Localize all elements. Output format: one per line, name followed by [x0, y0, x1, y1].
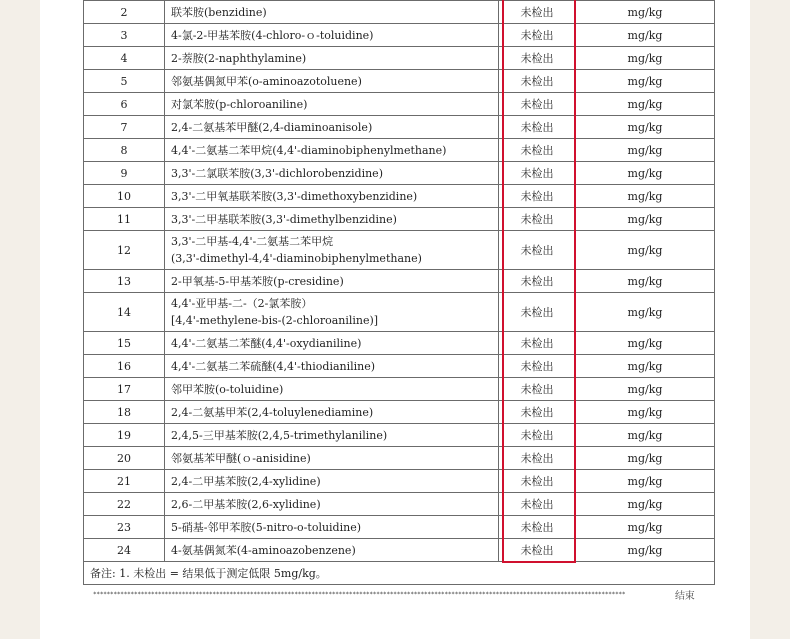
row-number: 11: [84, 208, 165, 231]
substance-name: 邻氨基偶氮甲苯(o-aminoazotoluene): [165, 70, 499, 93]
test-result: 未检出: [499, 516, 576, 539]
unit: mg/kg: [576, 447, 715, 470]
table-row: [84, 355, 715, 378]
table-row: [84, 539, 715, 562]
unit: mg/kg: [576, 401, 715, 424]
substance-name: 4-氯-2-甲基苯胺(4-chloro-ｏ-toluidine): [165, 24, 499, 47]
substance-name: 邻氨基苯甲醚(ｏ-anisidine): [165, 447, 499, 470]
end-label: 结束: [675, 591, 695, 602]
row-number: 21: [84, 470, 165, 493]
unit: mg/kg: [576, 270, 715, 293]
table-row: [84, 231, 715, 270]
unit: mg/kg: [576, 424, 715, 447]
unit: mg/kg: [576, 185, 715, 208]
substance-name: 邻甲苯胺(o-toluidine): [165, 378, 499, 401]
table-row: [84, 470, 715, 493]
substance-name: 2,4-二氨基苯甲醚(2,4-diaminoanisole): [165, 116, 499, 139]
test-result: 未检出: [499, 24, 576, 47]
table-row: [84, 332, 715, 355]
row-number: 19: [84, 424, 165, 447]
table-row: [84, 378, 715, 401]
test-result: 未检出: [499, 162, 576, 185]
table-row: [84, 270, 715, 293]
test-result: 未检出: [499, 93, 576, 116]
unit: mg/kg: [576, 1, 715, 24]
row-number: 9: [84, 162, 165, 185]
test-result: 未检出: [499, 493, 576, 516]
table-row: [84, 93, 715, 116]
test-result: 未检出: [499, 185, 576, 208]
test-result: 未检出: [499, 401, 576, 424]
table-row: [84, 47, 715, 70]
substance-name-line-2: (3,3'-dimethyl-4,4'-diaminobiphenylmethane): [171, 252, 422, 265]
row-number: 3: [84, 24, 165, 47]
test-result: 未检出: [499, 70, 576, 93]
test-result: 未检出: [499, 208, 576, 231]
substance-name: 4-氨基偶氮苯(4-aminoazobenzene): [165, 539, 499, 562]
test-result: 未检出: [499, 355, 576, 378]
substance-name: [165, 293, 499, 332]
table-body: [84, 1, 715, 562]
test-result: 未检出: [499, 47, 576, 70]
unit: mg/kg: [576, 47, 715, 70]
unit: mg/kg: [576, 231, 715, 270]
substance-name: 2-萘胺(2-naphthylamine): [165, 47, 499, 70]
unit: mg/kg: [576, 116, 715, 139]
table-row: [84, 70, 715, 93]
test-result: 未检出: [499, 139, 576, 162]
test-result: 未检出: [499, 539, 576, 562]
substance-name: 5-硝基-邻甲苯胺(5-nitro-o-toluidine): [165, 516, 499, 539]
unit: mg/kg: [576, 162, 715, 185]
substance-name: 联苯胺(benzidine): [165, 1, 499, 24]
test-result: 未检出: [499, 378, 576, 401]
substance-name: 3,3'-二甲氧基联苯胺(3,3'-dimethoxybenzidine): [165, 185, 499, 208]
row-number: 14: [84, 293, 165, 332]
table-row: [84, 401, 715, 424]
unit: mg/kg: [576, 139, 715, 162]
test-result: 未检出: [499, 1, 576, 24]
row-number: 4: [84, 47, 165, 70]
substance-name: 4,4'-二氨基二苯甲烷(4,4'-diaminobiphenylmethane): [165, 139, 499, 162]
test-result: 未检出: [499, 231, 576, 270]
unit: mg/kg: [576, 293, 715, 332]
table-row: [84, 208, 715, 231]
note-row: [84, 562, 715, 585]
unit: mg/kg: [576, 70, 715, 93]
test-result: 未检出: [499, 470, 576, 493]
substance-name: 3,3'-二氯联苯胺(3,3'-dichlorobenzidine): [165, 162, 499, 185]
table-row: [84, 493, 715, 516]
table-row: [84, 293, 715, 332]
row-number: 12: [84, 231, 165, 270]
table-row: [84, 162, 715, 185]
test-result: 未检出: [499, 332, 576, 355]
row-number: 24: [84, 539, 165, 562]
substance-name: 4,4'-二氨基二苯醚(4,4'-oxydianiline): [165, 332, 499, 355]
note-text: 备注: 1. 未检出 = 结果低于测定低限 5mg/kg。: [84, 562, 715, 585]
table-row: [84, 424, 715, 447]
table-row: [84, 516, 715, 539]
row-number: 16: [84, 355, 165, 378]
table-row: [84, 1, 715, 24]
row-number: 5: [84, 70, 165, 93]
row-number: 10: [84, 185, 165, 208]
unit: mg/kg: [576, 470, 715, 493]
row-number: 13: [84, 270, 165, 293]
test-result: 未检出: [499, 293, 576, 332]
test-results-table: [83, 0, 715, 585]
unit: mg/kg: [576, 355, 715, 378]
substance-name-line-1: 3,3'-二甲基-4,4'-二氨基二苯甲烷: [171, 235, 334, 248]
table-row: [84, 139, 715, 162]
substance-name: 4,4'-二氨基二苯硫醚(4,4'-thiodianiline): [165, 355, 499, 378]
substance-name: 2-甲氧基-5-甲基苯胺(p-cresidine): [165, 270, 499, 293]
row-number: 23: [84, 516, 165, 539]
test-result: 未检出: [499, 424, 576, 447]
row-number: 20: [84, 447, 165, 470]
unit: mg/kg: [576, 539, 715, 562]
unit: mg/kg: [576, 208, 715, 231]
row-number: 8: [84, 139, 165, 162]
table-row: [84, 116, 715, 139]
unit: mg/kg: [576, 93, 715, 116]
substance-name: 3,3'-二甲基联苯胺(3,3'-dimethylbenzidine): [165, 208, 499, 231]
table-row: [84, 24, 715, 47]
substance-name: 2,4,5-三甲基苯胺(2,4,5-trimethylaniline): [165, 424, 499, 447]
unit: mg/kg: [576, 493, 715, 516]
row-number: 15: [84, 332, 165, 355]
test-result: 未检出: [499, 116, 576, 139]
test-result: 未检出: [499, 270, 576, 293]
substance-name-line-2: [4,4'-methylene-bis-(2-chloroaniline)]: [171, 314, 379, 327]
row-number: 22: [84, 493, 165, 516]
substance-name: 对氯苯胺(p-chloroaniline): [165, 93, 499, 116]
row-number: 6: [84, 93, 165, 116]
substance-name: [165, 231, 499, 270]
unit: mg/kg: [576, 516, 715, 539]
table-row: [84, 185, 715, 208]
end-stars: ************************************************************************************************************************************************************: [93, 591, 626, 598]
unit: mg/kg: [576, 378, 715, 401]
row-number: 2: [84, 1, 165, 24]
substance-name: 2,4-二甲基苯胺(2,4-xylidine): [165, 470, 499, 493]
row-number: 18: [84, 401, 165, 424]
row-number: 17: [84, 378, 165, 401]
unit: mg/kg: [576, 24, 715, 47]
unit: mg/kg: [576, 332, 715, 355]
table-row: [84, 447, 715, 470]
substance-name: 2,4-二氨基甲苯(2,4-toluylenediamine): [165, 401, 499, 424]
test-result: 未检出: [499, 447, 576, 470]
row-number: 7: [84, 116, 165, 139]
substance-name-line-1: 4,4'-亚甲基-二-（2-氯苯胺）: [171, 297, 313, 310]
end-marker: [93, 587, 708, 602]
substance-name: 2,6-二甲基苯胺(2,6-xylidine): [165, 493, 499, 516]
